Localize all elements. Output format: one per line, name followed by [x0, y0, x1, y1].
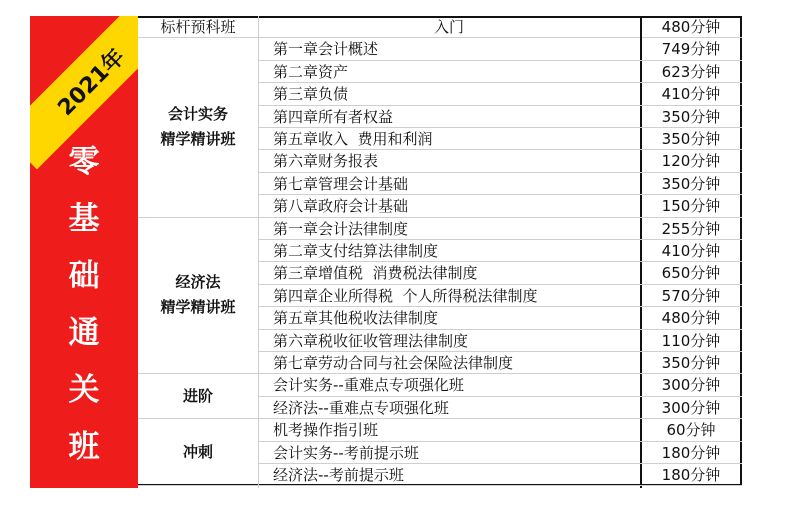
- section-label: 冲刺: [138, 419, 258, 486]
- chapter-title: 机考操作指引班: [258, 419, 640, 441]
- chapter-title: 经济法--考前提示班: [258, 464, 640, 486]
- chapter-duration: 180分钟: [640, 464, 742, 486]
- chapter-duration: 110分钟: [640, 330, 742, 352]
- title-char: 通: [68, 315, 100, 351]
- chapter-duration: 350分钟: [640, 352, 742, 374]
- chapter-title: 第一章会计概述: [258, 38, 640, 60]
- chapter-title: 第二章资产: [258, 61, 640, 83]
- chapter-title: 第六章财务报表: [258, 150, 640, 172]
- chapter-duration: 180分钟: [640, 442, 742, 464]
- chapter-duration: 350分钟: [640, 173, 742, 195]
- year-badge: 2021年: [53, 44, 130, 121]
- section-label: 进阶: [138, 374, 258, 419]
- header-topic: 入门: [258, 16, 640, 38]
- chapter-title: 经济法--重难点专项强化班: [258, 397, 640, 419]
- chapter-duration: 480分钟: [640, 307, 742, 329]
- chapter-duration: 120分钟: [640, 150, 742, 172]
- title-char: 础: [68, 258, 100, 294]
- chapter-title: 第五章其他税收法律制度: [258, 307, 640, 329]
- chapter-duration: 150分钟: [640, 195, 742, 217]
- chapter-duration: 350分钟: [640, 128, 742, 150]
- chapter-title: 第五章收入 费用和利润: [258, 128, 640, 150]
- chapter-duration: 60分钟: [640, 419, 742, 441]
- chapter-title: 第七章管理会计基础: [258, 173, 640, 195]
- title-char: 关: [68, 372, 100, 408]
- chapter-duration: 570分钟: [640, 285, 742, 307]
- title-char: 零: [68, 144, 100, 180]
- chapter-title: 第四章企业所得税 个人所得税法律制度: [258, 285, 640, 307]
- chapter-title: 会计实务--考前提示班: [258, 442, 640, 464]
- chapter-duration: 300分钟: [640, 397, 742, 419]
- course-grid: [138, 16, 742, 488]
- chapter-title: 第一章会计法律制度: [258, 218, 640, 240]
- section-label: 经济法 精学精讲班: [138, 218, 258, 375]
- chapter-title: 会计实务--重难点专项强化班: [258, 374, 640, 396]
- chapter-duration: 410分钟: [640, 83, 742, 105]
- chapter-title: 第三章增值税 消费税法律制度: [258, 262, 640, 284]
- chapter-title: 第二章支付结算法律制度: [258, 240, 640, 262]
- chapter-title: 第七章劳动合同与社会保险法律制度: [258, 352, 640, 374]
- chapter-duration: 650分钟: [640, 262, 742, 284]
- section-label: 会计实务 精学精讲班: [138, 38, 258, 217]
- chapter-title: 第八章政府会计基础: [258, 195, 640, 217]
- header-duration: 480分钟: [640, 16, 742, 38]
- title-char: 班: [68, 429, 100, 465]
- chapter-duration: 623分钟: [640, 61, 742, 83]
- chapter-duration: 350分钟: [640, 106, 742, 128]
- chapter-duration: 749分钟: [640, 38, 742, 60]
- title-char: 基: [68, 201, 100, 237]
- side-banner: [30, 16, 138, 488]
- vertical-title: [30, 134, 138, 476]
- header-course: 标杆预科班: [138, 16, 258, 38]
- chapter-duration: 410分钟: [640, 240, 742, 262]
- chapter-title: 第六章税收征收管理法律制度: [258, 330, 640, 352]
- chapter-duration: 255分钟: [640, 218, 742, 240]
- chapter-title: 第三章负债: [258, 83, 640, 105]
- chapter-title: 第四章所有者权益: [258, 106, 640, 128]
- chapter-duration: 300分钟: [640, 374, 742, 396]
